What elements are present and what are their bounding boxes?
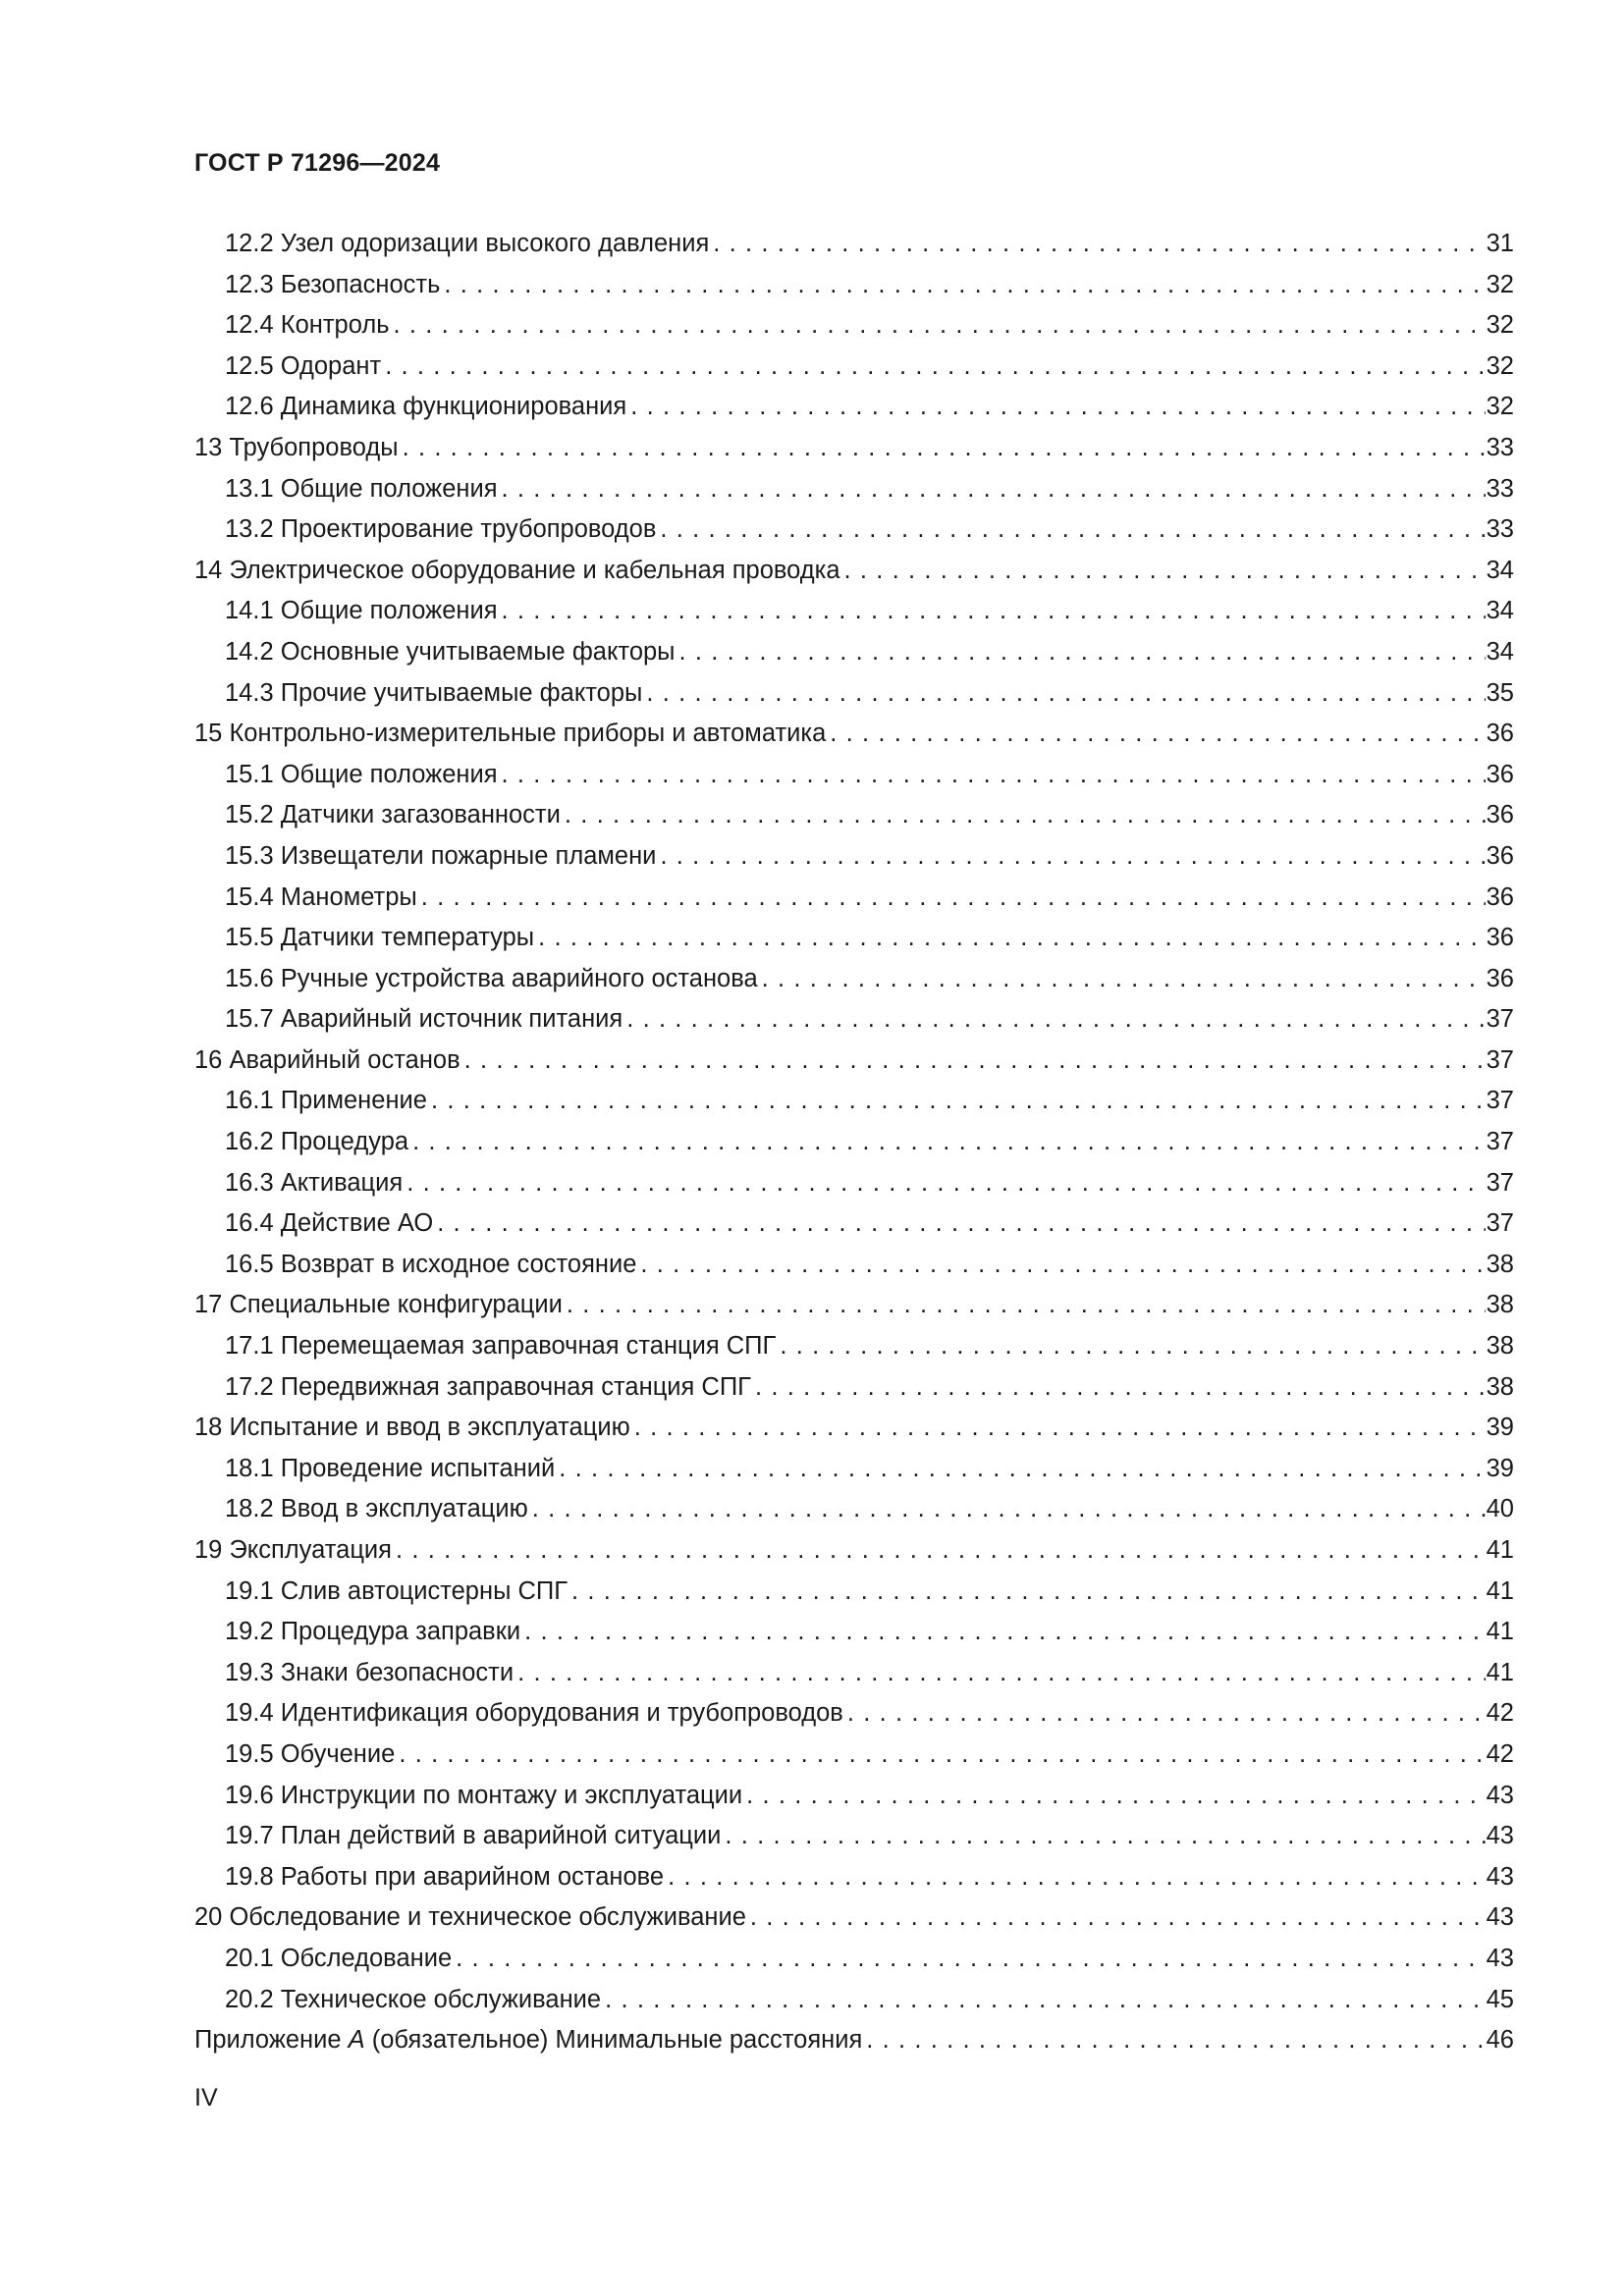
toc-entry[interactable]	[194, 959, 1514, 1000]
toc-entry[interactable]	[194, 1122, 1514, 1163]
toc-entry[interactable]	[194, 1897, 1514, 1939]
toc-entry-page-number: 43	[1486, 1944, 1514, 1972]
toc-entry-page-number: 37	[1486, 1209, 1514, 1238]
toc-entry-page-number: 42	[1486, 1699, 1514, 1728]
toc-entry[interactable]	[194, 1326, 1514, 1367]
toc-entry-title: 13.1 Общие положения	[225, 474, 498, 503]
toc-entry[interactable]	[194, 1776, 1514, 1817]
toc-entry-page-number: 46	[1486, 2026, 1514, 2055]
toc-dot-leader	[605, 1980, 1486, 2021]
toc-dot-leader	[646, 673, 1485, 715]
document-header: ГОСТ Р 71296—2024	[194, 149, 441, 177]
toc-entry-page-number: 37	[1486, 1128, 1514, 1156]
toc-dot-leader	[640, 1245, 1485, 1286]
toc-entry[interactable]	[194, 387, 1514, 428]
toc-entry-page-number: 33	[1486, 433, 1514, 461]
toc-dot-leader	[626, 999, 1485, 1041]
toc-entry[interactable]	[194, 878, 1514, 919]
toc-dot-leader	[444, 265, 1485, 306]
toc-entry[interactable]	[194, 1693, 1514, 1735]
toc-entry-title: 14 Электрическое оборудование и кабельная проводка	[194, 556, 840, 584]
toc-entry-page-number: 36	[1486, 760, 1514, 788]
toc-entry[interactable]	[194, 428, 1514, 469]
toc-entry[interactable]	[194, 2020, 1514, 2061]
toc-entry-title: 12.3 Безопасность	[225, 270, 441, 298]
toc-entry-title: 17 Специальные конфигурации	[194, 1291, 563, 1319]
toc-entry-page-number: 41	[1486, 1576, 1514, 1605]
toc-entry-page-number: 34	[1486, 597, 1514, 625]
toc-entry[interactable]	[194, 1939, 1514, 1980]
toc-entry[interactable]	[194, 509, 1514, 551]
toc-entry-title-annex-letter: А	[348, 2026, 365, 2055]
toc-entry-page-number: 43	[1486, 1822, 1514, 1850]
toc-entry-page-number: 37	[1486, 1087, 1514, 1115]
toc-entry-title: 13.2 Проектирование трубопроводов	[225, 515, 657, 544]
toc-entry-page-number: 38	[1486, 1332, 1514, 1361]
toc-dot-leader	[630, 387, 1485, 428]
toc-entry-title: 19.7 План действий в аварийной ситуации	[225, 1822, 722, 1850]
toc-entry-title: 20.1 Обследование	[225, 1944, 453, 1972]
toc-entry-page-number: 43	[1486, 1903, 1514, 1932]
toc-dot-leader	[502, 591, 1486, 632]
toc-entry-title-suffix: (обязательное) Минимальные расстояния	[364, 2026, 863, 2055]
toc-dot-leader	[399, 1735, 1485, 1776]
toc-entry-page-number: 39	[1486, 1454, 1514, 1482]
toc-entry-title: 12.4 Контроль	[225, 311, 390, 340]
toc-dot-leader	[762, 959, 1486, 1000]
toc-entry[interactable]	[194, 551, 1514, 592]
toc-dot-leader	[750, 1897, 1486, 1939]
toc-entry-title: 18 Испытание и ввод в эксплуатацию	[194, 1414, 630, 1442]
toc-entry[interactable]	[194, 795, 1514, 836]
toc-entry-page-number: 34	[1486, 556, 1514, 584]
toc-entry-title: 16.3 Активация	[225, 1168, 404, 1197]
toc-entry[interactable]	[194, 1408, 1514, 1449]
toc-dot-leader	[713, 224, 1485, 265]
toc-dot-leader	[565, 795, 1486, 836]
toc-entry-title: 19 Эксплуатация	[194, 1536, 392, 1564]
toc-dot-leader	[517, 1653, 1486, 1694]
toc-entry-title	[194, 2020, 862, 2061]
toc-entry-title: 17.1 Перемещаемая заправочная станция СПГ	[225, 1332, 777, 1361]
toc-entry-page-number: 41	[1486, 1618, 1514, 1646]
toc-dot-leader	[532, 1489, 1486, 1530]
toc-dot-leader	[847, 1693, 1486, 1735]
toc-entry-title: 19.6 Инструкции по монтажу и эксплуатации	[225, 1781, 743, 1809]
toc-entry[interactable]	[194, 714, 1514, 755]
toc-dot-leader	[396, 1530, 1486, 1572]
toc-entry-page-number: 35	[1486, 678, 1514, 707]
toc-entry-page-number: 36	[1486, 924, 1514, 952]
toc-entry-page-number: 36	[1486, 841, 1514, 870]
toc-dot-leader	[412, 1122, 1486, 1163]
toc-entry-page-number: 40	[1486, 1495, 1514, 1523]
toc-dot-leader	[421, 878, 1486, 919]
toc-dot-leader	[844, 551, 1486, 592]
toc-dot-leader	[679, 632, 1486, 673]
toc-entry[interactable]	[194, 1245, 1514, 1286]
toc-entry-title: 14.1 Общие положения	[225, 597, 498, 625]
toc-entry-title: 15.5 Датчики температуры	[225, 924, 535, 952]
toc-dot-leader	[393, 305, 1485, 347]
toc-entry-title: 16.1 Применение	[225, 1087, 427, 1115]
toc-entry-title: 14.3 Прочие учитываемые факторы	[225, 678, 643, 707]
toc-entry-page-number: 32	[1486, 351, 1514, 380]
toc-entry[interactable]	[194, 1041, 1514, 1082]
toc-entry[interactable]	[194, 632, 1514, 673]
toc-entry-title: 16.4 Действие АО	[225, 1209, 434, 1238]
toc-entry-title: 19.4 Идентификация оборудования и трубопроводов	[225, 1699, 843, 1728]
toc-dot-leader	[725, 1816, 1485, 1857]
toc-dot-leader	[431, 1081, 1486, 1122]
toc-entry-title: 18.2 Ввод в эксплуатацию	[225, 1495, 528, 1523]
toc-entry-title: 19.3 Знаки безопасности	[225, 1658, 514, 1686]
toc-entry-page-number: 33	[1486, 474, 1514, 503]
toc-entry-page-number: 32	[1486, 393, 1514, 421]
toc-entry-title: 15.1 Общие положения	[225, 760, 498, 788]
toc-entry-title: 20.2 Техническое обслуживание	[225, 1985, 602, 2013]
toc-dot-leader	[385, 347, 1485, 388]
toc-entry-page-number: 38	[1486, 1372, 1514, 1401]
toc-entry-page-number: 31	[1486, 230, 1514, 257]
toc-dot-leader	[559, 1449, 1485, 1490]
toc-dot-leader	[660, 509, 1485, 551]
toc-entry-title: 16.2 Процедура	[225, 1128, 409, 1156]
toc-dot-leader	[746, 1776, 1485, 1817]
toc-dot-leader	[668, 1857, 1486, 1898]
toc-entry-title-prefix: Приложение	[194, 2026, 349, 2055]
toc-entry[interactable]	[194, 347, 1514, 388]
toc-entry-title: 15.3 Извещатели пожарные пламени	[225, 841, 657, 870]
toc-entry-page-number: 38	[1486, 1250, 1514, 1278]
toc-entry[interactable]	[194, 1449, 1514, 1490]
toc-entry-title: 17.2 Передвижная заправочная станция СПГ	[225, 1372, 751, 1401]
toc-dot-leader	[660, 836, 1485, 878]
toc-entry-title: 19.5 Обучение	[225, 1739, 396, 1768]
toc-entry-page-number: 37	[1486, 1045, 1514, 1074]
toc-entry-page-number: 41	[1486, 1536, 1514, 1564]
toc-entry-title: 19.1 Слив автоцистерны СПГ	[225, 1576, 568, 1605]
toc-entry[interactable]	[194, 1081, 1514, 1122]
toc-dot-leader	[866, 2020, 1485, 2061]
toc-entry-title: 14.2 Основные учитываемые факторы	[225, 637, 676, 666]
toc-entry[interactable]	[194, 999, 1514, 1041]
toc-entry[interactable]	[194, 1653, 1514, 1694]
toc-entry[interactable]	[194, 1816, 1514, 1857]
toc-entry[interactable]	[194, 1489, 1514, 1530]
toc-dot-leader	[464, 1041, 1486, 1082]
toc-entry-page-number: 42	[1486, 1739, 1514, 1768]
toc-dot-leader	[403, 428, 1486, 469]
toc-entry-page-number: 41	[1486, 1658, 1514, 1686]
toc-entry[interactable]	[194, 673, 1514, 715]
toc-entry-title: 12.5 Одорант	[225, 351, 382, 380]
page-number: IV	[194, 2084, 218, 2111]
toc-entry-page-number: 43	[1486, 1781, 1514, 1809]
toc-entry[interactable]	[194, 1980, 1514, 2021]
toc-dot-leader	[567, 1285, 1486, 1326]
toc-dot-leader	[502, 469, 1486, 510]
toc-dot-leader	[780, 1326, 1485, 1367]
toc-entry[interactable]	[194, 1367, 1514, 1409]
toc-dot-leader	[502, 755, 1486, 796]
toc-entry[interactable]	[194, 836, 1514, 878]
toc-entry-page-number: 36	[1486, 964, 1514, 992]
toc-dot-leader	[538, 918, 1485, 959]
toc-entry-title: 20 Обследование и техническое обслуживание	[194, 1903, 746, 1932]
toc-entry[interactable]	[194, 1857, 1514, 1898]
toc-entry[interactable]	[194, 1612, 1514, 1653]
toc-entry[interactable]	[194, 591, 1514, 632]
toc-entry-title: 15.7 Аварийный источник питания	[225, 1005, 623, 1034]
toc-dot-leader	[456, 1939, 1485, 1980]
toc-entry-title: 15.2 Датчики загазованности	[225, 801, 561, 829]
toc-entry[interactable]	[194, 469, 1514, 510]
toc-entry-title: 16.5 Возврат в исходное состояние	[225, 1250, 637, 1278]
toc-entry[interactable]	[194, 918, 1514, 959]
toc-entry-page-number: 37	[1486, 1005, 1514, 1034]
toc-entry-page-number: 39	[1486, 1414, 1514, 1442]
toc-entry-title: 13 Трубопроводы	[194, 433, 399, 461]
toc-entry[interactable]	[194, 305, 1514, 347]
toc-entry[interactable]	[194, 1163, 1514, 1204]
toc-entry-title: 19.2 Процедура заправки	[225, 1618, 521, 1646]
toc-entry-page-number: 34	[1486, 637, 1514, 666]
toc-entry-page-number: 37	[1486, 1168, 1514, 1197]
toc-entry-page-number: 33	[1486, 515, 1514, 544]
toc-entry[interactable]	[194, 224, 1514, 265]
toc-dot-leader	[830, 714, 1485, 755]
toc-dot-leader	[634, 1408, 1486, 1449]
toc-entry-title: 15.6 Ручные устройства аварийного останова	[225, 964, 758, 992]
table-of-contents	[194, 224, 1514, 2061]
toc-entry[interactable]	[194, 1530, 1514, 1572]
toc-entry-title: 18.1 Проведение испытаний	[225, 1454, 556, 1482]
toc-entry[interactable]	[194, 1572, 1514, 1613]
toc-dot-leader	[437, 1203, 1485, 1245]
toc-dot-leader	[524, 1612, 1485, 1653]
toc-dot-leader	[755, 1367, 1486, 1409]
toc-entry-page-number: 32	[1486, 270, 1514, 298]
toc-entry-page-number: 36	[1486, 720, 1514, 748]
toc-entry-title: 12.6 Динамика функционирования	[225, 393, 627, 421]
toc-entry-page-number: 38	[1486, 1291, 1514, 1319]
toc-entry-title: 15.4 Манометры	[225, 882, 417, 911]
toc-entry-title: 15 Контрольно-измерительные приборы и автоматика	[194, 720, 827, 748]
toc-entry-page-number: 45	[1486, 1985, 1514, 2013]
toc-entry-page-number: 32	[1486, 311, 1514, 340]
toc-entry-title: 16 Аварийный останов	[194, 1045, 460, 1074]
toc-dot-leader	[571, 1572, 1486, 1613]
toc-entry-title: 19.8 Работы при аварийном останове	[225, 1862, 665, 1891]
toc-entry-page-number: 43	[1486, 1862, 1514, 1891]
toc-entry[interactable]	[194, 1203, 1514, 1245]
toc-entry[interactable]	[194, 265, 1514, 306]
toc-dot-leader	[406, 1163, 1485, 1204]
toc-entry[interactable]	[194, 755, 1514, 796]
toc-entry-page-number: 36	[1486, 882, 1514, 911]
toc-entry-title: 12.2 Узел одоризации высокого давления	[225, 230, 710, 257]
toc-entry-page-number: 36	[1486, 801, 1514, 829]
toc-entry[interactable]	[194, 1285, 1514, 1326]
toc-entry[interactable]	[194, 1735, 1514, 1776]
